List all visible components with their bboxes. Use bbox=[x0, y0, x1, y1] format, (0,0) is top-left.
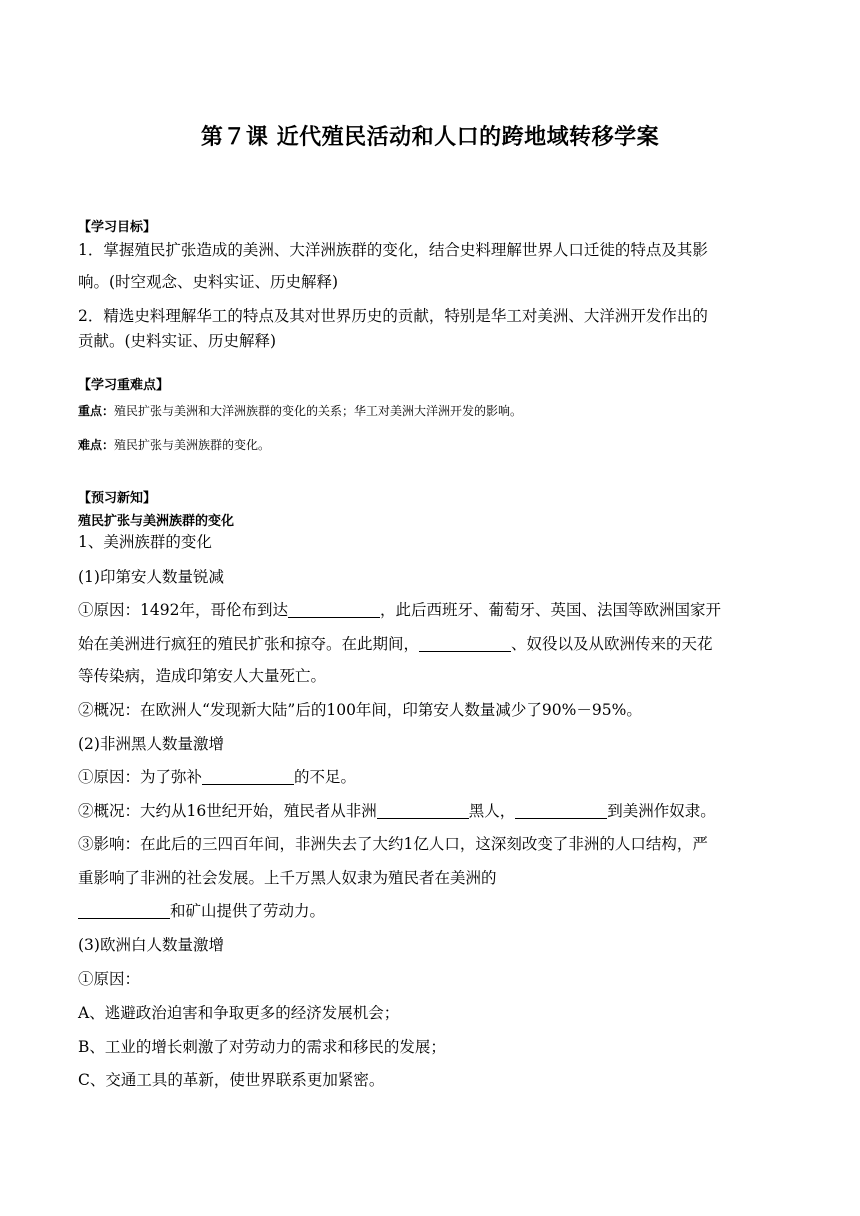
key-point-line bbox=[78, 402, 522, 419]
preview-heading: 【预习新知】 bbox=[78, 491, 157, 506]
fill-blank[interactable] bbox=[377, 803, 469, 820]
page-title: 第７课 近代殖民活动和人口的跨地域转移学案 bbox=[200, 125, 660, 150]
fill-blank[interactable] bbox=[288, 602, 380, 619]
overview-2-text-c: 到美洲作奴隶。 bbox=[607, 802, 716, 820]
overview-2-text-a: ②概况：大约从16世纪开始，殖民者从非洲 bbox=[78, 802, 377, 820]
reason-3-label: ①原因： bbox=[78, 970, 141, 988]
key-point-label: 重点： bbox=[78, 404, 115, 418]
reason-1-text-a: ①原因：1492年，哥伦布到达 bbox=[78, 601, 288, 619]
reason-item-b: B、工业的增长刺激了对劳动力的需求和移民的发展； bbox=[78, 1038, 446, 1056]
goal-2-line-1: 2．精选史料理解华工的特点及其对世界历史的贡献，特别是华工对美洲、大洋洲开发作出的 bbox=[78, 307, 708, 325]
reason-1-text-b: ，此后西班牙、葡萄牙、英国、法国等欧洲国家开 bbox=[379, 601, 721, 619]
overview-2-line bbox=[78, 799, 786, 821]
key-point-text: 殖民扩张与美洲和大洋洲族群的变化的关系；华工对美洲大洋洲开发的影响。 bbox=[114, 404, 523, 418]
impact-line-3 bbox=[78, 899, 786, 921]
fill-blank[interactable] bbox=[515, 803, 607, 820]
hard-point-text: 殖民扩张与美洲族群的变化。 bbox=[114, 438, 271, 452]
reason-1-line-2 bbox=[78, 632, 786, 654]
impact-line-1: ③影响：在此后的三四百年间，非洲失去了大约1亿人口，这深刻改变了非洲的人口结构，严 bbox=[78, 835, 708, 853]
hard-point-line bbox=[78, 436, 270, 453]
fill-blank[interactable] bbox=[78, 903, 170, 920]
reason-item-a: A、逃避政治迫害和争取更多的经济发展机会； bbox=[78, 1004, 400, 1022]
reason-2-text-a: ①原因：为了弥补 bbox=[78, 768, 203, 786]
goal-2-line-2: 贡献。(史料实证、历史解释) bbox=[78, 332, 277, 350]
impact-line-2: 重影响了非洲的社会发展。上千万黑人奴隶为殖民者在美洲的 bbox=[78, 869, 497, 887]
section-1-title: 1、美洲族群的变化 bbox=[78, 533, 212, 551]
section-1-3-title: (3)欧洲白人数量激增 bbox=[78, 936, 224, 954]
hard-point-label: 难点： bbox=[78, 438, 115, 452]
fill-blank[interactable] bbox=[202, 769, 294, 786]
fill-blank[interactable] bbox=[419, 636, 511, 653]
goal-1-line-1: 1．掌握殖民扩张造成的美洲、大洋洲族群的变化，结合史料理解世界人口迁徙的特点及其影 bbox=[78, 241, 708, 259]
reason-1-line-1 bbox=[78, 598, 786, 620]
reason-2-text-b: 的不足。 bbox=[294, 768, 357, 786]
reason-1-text-c: 始在美洲进行疯狂的殖民扩张和掠夺。在此期间， bbox=[78, 635, 420, 653]
goal-1-line-2: 响。(时空观念、史料实证、历史解释) bbox=[78, 273, 339, 291]
reason-1-text-d: 、奴役以及从欧洲传来的天花 bbox=[511, 635, 713, 653]
keypoints-heading: 【学习重难点】 bbox=[78, 378, 170, 393]
overview-1: ②概况：在欧洲人“发现新大陆”后的100年间，印第安人数量减少了90%－95%。 bbox=[78, 701, 642, 719]
section-1-1-title: (1)印第安人数量锐减 bbox=[78, 568, 224, 586]
preview-subheading: 殖民扩张与美洲族群的变化 bbox=[78, 514, 235, 529]
reason-item-c: C、交通工具的革新，使世界联系更加紧密。 bbox=[78, 1071, 385, 1089]
goals-heading: 【学习目标】 bbox=[78, 220, 157, 235]
reason-2-line bbox=[78, 765, 786, 787]
overview-2-text-b: 黑人， bbox=[468, 802, 516, 820]
impact-text-c: 和矿山提供了劳动力。 bbox=[170, 902, 326, 920]
section-1-2-title: (2)非洲黑人数量激增 bbox=[78, 735, 224, 753]
reason-1-line-3: 等传染病，造成印第安人大量死亡。 bbox=[78, 667, 327, 685]
